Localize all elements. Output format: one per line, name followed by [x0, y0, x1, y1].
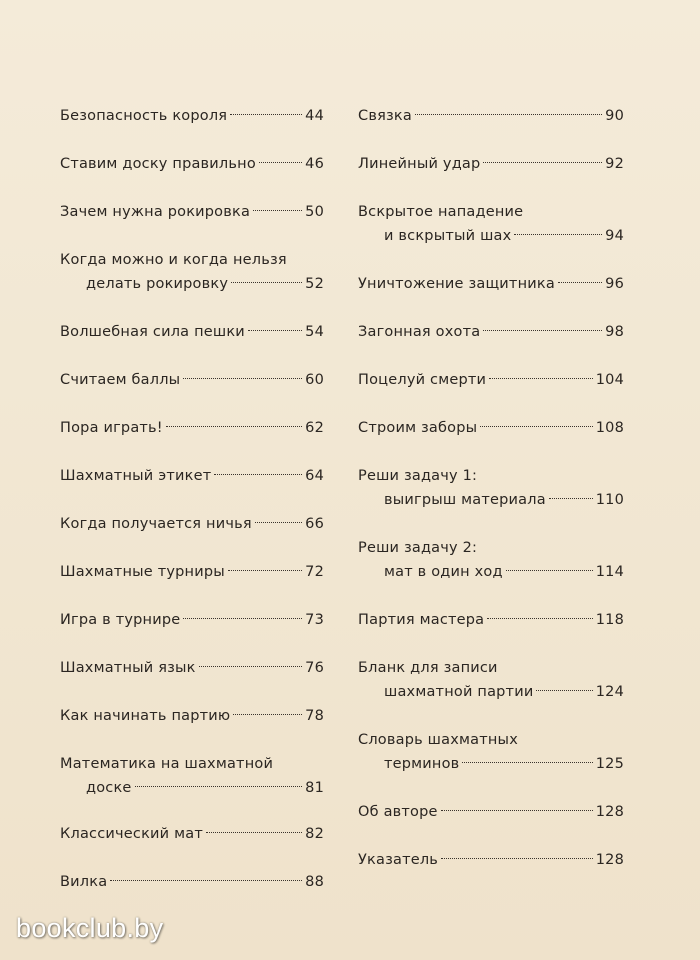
toc-page-number: 110 [595, 492, 624, 508]
toc-entry-title-continued [358, 488, 624, 512]
toc-title-text: Строим заборы [358, 420, 478, 436]
toc-entry [60, 464, 324, 488]
toc-entry-title [60, 656, 324, 680]
toc-entry-title-continued [60, 776, 324, 800]
toc-title-text: Реши задачу 1: [358, 468, 478, 484]
toc-page-number: 88 [305, 874, 324, 890]
dot-leader [231, 272, 302, 283]
toc-entry-title [60, 464, 324, 488]
toc-entry-title [358, 800, 624, 824]
toc-entry-title-continued [60, 272, 324, 296]
toc-entry [60, 368, 324, 392]
toc-title-text: Пора играть! [60, 420, 163, 436]
dot-leader [483, 152, 602, 163]
dot-leader [233, 704, 302, 715]
toc-entry-title-continued [358, 560, 624, 584]
toc-entry-title-continued [358, 752, 624, 776]
toc-page-number: 64 [305, 468, 324, 484]
toc-page-number: 114 [595, 564, 624, 580]
dot-leader [255, 512, 302, 523]
dot-leader [462, 752, 592, 763]
toc-title-text: и вскрытый шах [384, 228, 512, 244]
toc-page-number: 73 [305, 612, 324, 628]
dot-leader [214, 464, 302, 475]
toc-entry-title [358, 464, 624, 488]
toc-entry-title [358, 656, 624, 680]
toc-page-number: 118 [595, 612, 624, 628]
toc-page-number: 54 [305, 324, 324, 340]
toc-entry-title [60, 104, 324, 128]
dot-leader [483, 320, 602, 331]
toc-page-number: 62 [305, 420, 324, 436]
toc-title-text: Уничтожение защитника [358, 276, 555, 292]
toc-page-number: 52 [305, 276, 324, 292]
toc-entry [358, 608, 624, 632]
toc-title-text: Бланк для записи [358, 660, 498, 676]
toc-title-text: доске [86, 780, 132, 796]
toc-page-number: 66 [305, 516, 324, 532]
toc-page-number: 92 [605, 156, 624, 172]
toc-page-number: 76 [305, 660, 324, 676]
toc-page-number: 44 [305, 108, 324, 124]
toc-entry [358, 656, 624, 704]
dot-leader [489, 368, 593, 379]
toc-title-text: Математика на шахматной [60, 756, 274, 772]
toc-entry [358, 200, 624, 248]
toc-entry-title [358, 320, 624, 344]
toc-entry [358, 416, 624, 440]
toc-page-number: 82 [305, 826, 324, 842]
toc-title-text: Поцелуй смерти [358, 372, 487, 388]
toc-title-text: Как начинать партию [60, 708, 231, 724]
toc-title-text: Шахматный язык [60, 660, 196, 676]
toc-entry [60, 656, 324, 680]
toc-title-text: Партия мастера [358, 612, 485, 628]
toc-title-text: мат в один ход [384, 564, 503, 580]
toc-entry [60, 608, 324, 632]
toc-entry-title [358, 104, 624, 128]
toc-entry-title-continued [358, 224, 624, 248]
toc-page-number: 50 [305, 204, 324, 220]
dot-leader [480, 416, 592, 427]
toc-entry-title [358, 368, 624, 392]
dot-leader [549, 488, 593, 499]
toc-title-text: Линейный удар [358, 156, 481, 172]
toc-title-text: Реши задачу 2: [358, 540, 478, 556]
dot-leader [441, 800, 593, 811]
toc-entry-title [358, 152, 624, 176]
toc-entry [358, 272, 624, 296]
toc-entry [358, 152, 624, 176]
toc-entry-title [60, 416, 324, 440]
toc-title-text: выигрыш материала [384, 492, 546, 508]
toc-entry-title [358, 272, 624, 296]
toc-entry [60, 822, 324, 846]
toc-entry [60, 416, 324, 440]
dot-leader [441, 848, 593, 859]
toc-entry-title [358, 728, 624, 752]
toc-entry-title [60, 560, 324, 584]
toc-entry [358, 800, 624, 824]
toc-entry [60, 248, 324, 296]
toc-title-text: Словарь шахматных [358, 732, 518, 748]
toc-entry-title [60, 200, 324, 224]
toc-title-text: Когда можно и когда нельзя [60, 252, 287, 268]
toc-page-number: 128 [595, 804, 624, 820]
toc-entry [60, 512, 324, 536]
toc-entry [358, 320, 624, 344]
toc-page-number: 46 [305, 156, 324, 172]
toc-entry [358, 368, 624, 392]
toc-page-number: 81 [305, 780, 324, 796]
toc-page-number: 128 [595, 852, 624, 868]
dot-leader [135, 776, 303, 787]
toc-title-text: Вилка [60, 874, 108, 890]
dot-leader [514, 224, 602, 235]
toc-title-text: Связка [358, 108, 412, 124]
toc-title-text: Зачем нужна рокировка [60, 204, 251, 220]
dot-leader [199, 656, 302, 667]
dot-leader [183, 368, 302, 379]
toc-entry [60, 752, 324, 800]
toc-page-number: 78 [305, 708, 324, 724]
toc-entry-title [358, 848, 624, 872]
toc-entry [358, 104, 624, 128]
toc-entry [60, 104, 324, 128]
toc-page-number: 60 [305, 372, 324, 388]
toc-entry [358, 728, 624, 776]
toc-entry [60, 560, 324, 584]
dot-leader [506, 560, 593, 571]
toc-entry [358, 464, 624, 512]
dot-leader [228, 560, 302, 571]
toc-page-number: 98 [605, 324, 624, 340]
toc-title-text: Классический мат [60, 826, 203, 842]
toc-title-text: Об авторе [358, 804, 438, 820]
toc-page-number: 104 [595, 372, 624, 388]
toc-entry-title [60, 752, 324, 776]
toc-entry-title [358, 416, 624, 440]
toc-title-text: Считаем баллы [60, 372, 181, 388]
dot-leader [110, 870, 302, 881]
toc-title-text: Безопасность короля [60, 108, 228, 124]
toc-entry-title [60, 704, 324, 728]
site-watermark: bookclub.by [16, 913, 164, 943]
toc-page-number: 72 [305, 564, 324, 580]
toc-title-text: Когда получается ничья [60, 516, 252, 532]
toc-entry-title [60, 512, 324, 536]
toc-title-text: терминов [384, 756, 460, 772]
toc-title-text: Указатель [358, 852, 439, 868]
toc-page-number: 96 [605, 276, 624, 292]
toc-title-text: делать рокировку [86, 276, 229, 292]
toc-entry-title [358, 608, 624, 632]
toc-entry-title [358, 200, 624, 224]
toc-page-number: 124 [595, 684, 624, 700]
toc-entry [60, 320, 324, 344]
toc-entry-title-continued [358, 680, 624, 704]
dot-leader [415, 104, 602, 115]
toc-entry-title [60, 248, 324, 272]
dot-leader [253, 200, 302, 211]
toc-entry [60, 704, 324, 728]
toc-title-text: Волшебная сила пешки [60, 324, 245, 340]
toc-page-number: 94 [605, 228, 624, 244]
toc-entry [358, 848, 624, 872]
toc-page-number: 125 [595, 756, 624, 772]
toc-entry [60, 200, 324, 224]
dot-leader [166, 416, 302, 427]
toc-page-number: 90 [605, 108, 624, 124]
toc-title-text: Загонная охота [358, 324, 481, 340]
toc-entry [60, 870, 324, 894]
dot-leader [259, 152, 302, 163]
dot-leader [206, 822, 302, 833]
dot-leader [536, 680, 592, 691]
dot-leader [558, 272, 602, 283]
toc-page-number: 108 [595, 420, 624, 436]
toc-entry-title [60, 822, 324, 846]
dot-leader [248, 320, 302, 331]
toc-entry [60, 152, 324, 176]
dot-leader [183, 608, 302, 619]
toc-title-text: Шахматный этикет [60, 468, 212, 484]
dot-leader [230, 104, 302, 115]
toc-entry-title [358, 536, 624, 560]
toc-title-text: Вскрытое нападение [358, 204, 524, 220]
toc-title-text: шахматной партии [384, 684, 534, 700]
toc-entry-title [60, 320, 324, 344]
toc-entry-title [60, 608, 324, 632]
toc-title-text: Ставим доску правильно [60, 156, 256, 172]
toc-title-text: Шахматные турниры [60, 564, 225, 580]
toc-entry [358, 536, 624, 584]
toc-entry-title [60, 368, 324, 392]
toc-entry-title [60, 870, 324, 894]
toc-title-text: Игра в турнире [60, 612, 181, 628]
dot-leader [487, 608, 592, 619]
toc-entry-title [60, 152, 324, 176]
